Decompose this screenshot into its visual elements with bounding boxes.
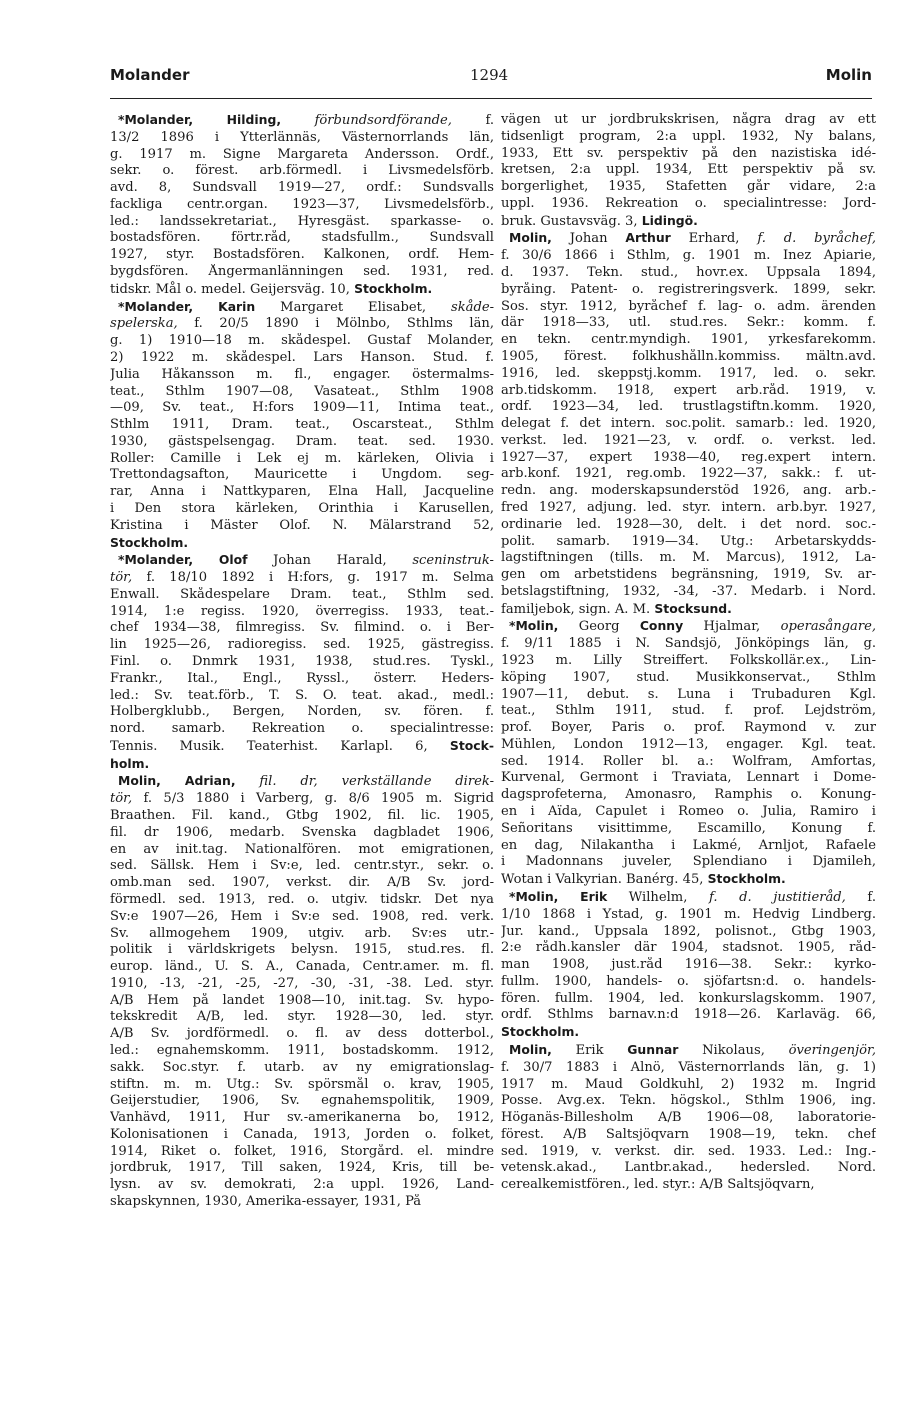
entry-text: köping 1907, stud. Musikkonservat., Sthlm bbox=[501, 669, 876, 685]
entry-name: *Molander, Olof bbox=[118, 552, 248, 568]
entry-text: g. 1917 m. Signe Margareta Andersson. Ordf., bbox=[110, 146, 494, 162]
text-line bbox=[501, 1042, 876, 1060]
entry-text: betslagstiftning, 1932, -34, -37. Medarb. i Nord. bbox=[501, 583, 876, 599]
entry-text: delegat f. det intern. soc.polit. samarb.: led. 1920, bbox=[501, 416, 876, 432]
entry-text: lagstiftningen (tills. m. M. Marcus), 1912, La- bbox=[501, 550, 876, 566]
entry-text: g. 1) 1910—18 m. skådespel. Gustaf Molander, bbox=[110, 333, 494, 349]
entry-name: Molin, bbox=[509, 230, 552, 246]
entry-name: *Molander, Karin bbox=[118, 298, 256, 314]
entry-city: Lidingö. bbox=[641, 212, 698, 228]
entry-text: f. 30/7 1883 i Alnö, Västernorrlands län, g. 1) bbox=[501, 1059, 876, 1075]
entry-name: Conny bbox=[639, 618, 684, 634]
text-line bbox=[110, 892, 494, 909]
entry-text: 1930, gästspelsengag. Dram. teat. sed. 1930. bbox=[110, 433, 494, 449]
entry-text: cerealkemistfören., led. styr.: A/B Saltsjöqvarn, bbox=[501, 1177, 815, 1193]
entry-text: en i Aïda, Capulet i Romeo o. Julia, Ramiro i bbox=[501, 804, 876, 820]
text-line bbox=[110, 959, 494, 976]
text-line bbox=[110, 247, 494, 264]
text-line bbox=[501, 1093, 876, 1110]
entry-text: Señoritans visittimme, Escamillo, Konung f. bbox=[501, 820, 876, 836]
entry-title: spelerska, bbox=[110, 316, 178, 332]
entry-name: Arthur bbox=[625, 230, 671, 246]
text-line bbox=[110, 587, 494, 604]
entry-city: Stockholm. bbox=[501, 1024, 580, 1040]
text-line bbox=[110, 552, 494, 570]
entry-city: Stock- bbox=[449, 737, 494, 753]
entry-text: Erik bbox=[551, 1042, 628, 1058]
entry-text: ordinarie led. 1928—30, delt. i det nord. soc.- bbox=[501, 516, 876, 532]
entry-text: Nikolaus, bbox=[678, 1042, 789, 1058]
entry-text: f. 20/5 1890 i Mölnbo, Sthlms län, bbox=[177, 316, 494, 332]
text-line bbox=[110, 570, 494, 587]
text-line bbox=[501, 416, 876, 433]
text-line bbox=[501, 248, 876, 265]
text-line bbox=[110, 367, 494, 384]
text-line bbox=[110, 197, 494, 214]
text-line bbox=[110, 791, 494, 808]
entry-text: redn. ang. moderskapsunderstöd 1926, ang. arb.- bbox=[501, 483, 876, 499]
entry-text: en dag, Nilakantha i Lakmé, Arnljot, Rafaele bbox=[501, 837, 876, 853]
entry-text: 1923 m. Lilly Streiffert. Folkskollär.ex., Lin- bbox=[501, 653, 876, 668]
text-line bbox=[110, 434, 494, 451]
entry-text: borgerlighet, 1935, Stafetten går vidare, 2:a bbox=[501, 179, 876, 195]
entry-title: f. d. byråchef, bbox=[757, 231, 876, 247]
text-line bbox=[501, 366, 876, 383]
entry-text: tidskr. Mål o. medel. Geijersväg. 10, bbox=[110, 281, 355, 297]
entry-title: skåde- bbox=[450, 299, 494, 315]
entry-text: fil. dr 1906, medarb. Svenska dagbladet 1906, bbox=[110, 824, 494, 840]
entry-text: nord. samarb. Rekreation o. specialintresse: bbox=[110, 721, 494, 737]
text-line bbox=[110, 858, 494, 875]
entry-text: 1905, förest. folkhushålln.kommiss. mältn.avd. bbox=[501, 348, 876, 364]
entry-text: sed. 1914. Roller bl. a.: Wolfram, Amfortas, bbox=[501, 753, 876, 769]
entry-text: Sv. allmogehem 1909, utgiv. arb. Sv:es utr.- bbox=[110, 925, 494, 941]
entry-text: sed. Sällsk. Hem i Sv:e, led. centr.styr., sekr. o. bbox=[110, 858, 494, 874]
text-line bbox=[110, 942, 494, 959]
entry-text: Mühlen, London 1912—13, engager. Kgl. teat. bbox=[501, 736, 876, 752]
text-line bbox=[501, 550, 876, 567]
text-line bbox=[501, 534, 876, 551]
entry-text: Höganäs-Billesholm A/B 1906—08, laboratorie- bbox=[501, 1110, 876, 1126]
entry-name: *Molin, bbox=[509, 618, 559, 634]
text-line bbox=[110, 976, 494, 993]
text-line bbox=[110, 501, 494, 518]
entry-title: operasångare, bbox=[780, 619, 876, 635]
entry-text: Johan Harald, bbox=[247, 553, 413, 569]
entry-text: sed. 1919, v. verkst. dir. sed. 1933. Led.: Ing.- bbox=[501, 1143, 876, 1159]
page-number: 1294 bbox=[470, 66, 509, 84]
text-line bbox=[501, 907, 876, 924]
text-line bbox=[501, 754, 876, 771]
entry-text: sekr. o. förest. arb.förmedl. i Livsmedelsförb. bbox=[110, 163, 494, 179]
text-line bbox=[501, 601, 876, 619]
entry-text: led.: landssekretariat., Hyresgäst. sparkasse- o. bbox=[110, 213, 494, 229]
entry-text: bostadsfören. förtr.råd, stadsfullm., Sundsvall bbox=[110, 230, 494, 246]
entry-text: f. 18/10 1892 i H:fors, g. 1917 m. Selma bbox=[132, 570, 494, 586]
text-line bbox=[501, 399, 876, 416]
entry-text: skapskynnen, 1930, Amerika-essayer, 1931, På bbox=[110, 1194, 422, 1209]
text-line bbox=[501, 1127, 876, 1144]
entry-text: 1910, -13, -21, -25, -27, -30, -31, -38. Led. styr. bbox=[110, 975, 494, 991]
text-line bbox=[110, 130, 494, 147]
entry-text: Frankr., Ital., Engl., Ryssl., österr. Heders- bbox=[110, 670, 494, 686]
entry-text: rar, Anna i Nattkyparen, Elna Hall, Jacqueline bbox=[110, 484, 494, 500]
text-line bbox=[501, 483, 876, 500]
text-line bbox=[501, 162, 876, 179]
text-line bbox=[501, 804, 876, 821]
entry-text: Margaret Elisabet, bbox=[255, 299, 451, 315]
text-line bbox=[501, 1024, 876, 1042]
entry-title: tör, bbox=[110, 570, 133, 586]
text-line bbox=[110, 688, 494, 705]
entry-text: f. bbox=[845, 889, 876, 905]
text-line bbox=[110, 926, 494, 943]
entry-text: 1927, styr. Bostadsfören. Kalkonen, ordf. Hem- bbox=[110, 247, 494, 263]
text-line bbox=[110, 281, 494, 299]
text-line bbox=[110, 773, 494, 791]
entry-text: led.: Sv. teat.förb., T. S. O. teat. akad., medl.: bbox=[110, 687, 494, 703]
text-line bbox=[110, 163, 494, 180]
entry-city: Stockholm. bbox=[354, 280, 433, 296]
entry-name: Molin, bbox=[509, 1041, 552, 1057]
entry-title: fil. dr, verkställande direk- bbox=[235, 774, 494, 790]
entry-text: tidsenligt program, 2:a uppl. 1932, Ny balans, bbox=[501, 128, 876, 144]
entry-text: europ. länd., U. S. A., Canada, Centr.amer. m. fl. bbox=[110, 959, 494, 975]
text-line bbox=[501, 433, 876, 450]
entry-city: Stockholm. bbox=[110, 534, 189, 550]
entry-text: f. 30/6 1866 i Sthlm, g. 1901 m. Inez Apiarie, bbox=[501, 248, 876, 264]
text-line bbox=[501, 299, 876, 316]
entry-text: teat., Sthlm 1907—08, Vasateat., Sthlm 1908 bbox=[110, 383, 494, 399]
text-line bbox=[501, 332, 876, 349]
text-line bbox=[110, 147, 494, 164]
text-line bbox=[501, 584, 876, 601]
text-line bbox=[501, 1160, 876, 1177]
entry-city: Stocksund. bbox=[654, 600, 732, 616]
entry-text: led.: egnahemskomm. 1911, bostadskomm. 1912, bbox=[110, 1042, 494, 1058]
text-line bbox=[501, 889, 876, 907]
entry-title: f. d. justitieråd, bbox=[709, 889, 846, 905]
entry-text: 2:e rådh.kansler där 1904, stadsnot. 1905, råd- bbox=[501, 940, 876, 956]
entry-text: Finl. o. Dnmrk 1931, 1938, stud.res. Tyskl., bbox=[110, 654, 494, 669]
entry-text: Trettondagsafton, Mauricette i Ungdom. seg- bbox=[110, 467, 494, 483]
entry-text: Posse. Avg.ex. Tekn. högskol., Sthlm 1906, ing. bbox=[501, 1093, 876, 1109]
text-line bbox=[110, 230, 494, 247]
entry-text: f. 9/11 1885 i N. Sandsjö, Jönköpings län, g. bbox=[501, 636, 876, 652]
entry-text: fullm. 1900, handels- o. sjöfartsn:d. o. handels- bbox=[501, 973, 876, 989]
entry-text: Enwall. Skådespelare Dram. teat., Sthlm sed. bbox=[110, 586, 494, 602]
entry-text: vetensk.akad., Lantbr.akad., hedersled. Nord. bbox=[501, 1160, 876, 1176]
text-line bbox=[501, 500, 876, 517]
entry-text: Geijerstudier, 1906, Sv. egnahemspolitik, 1909, bbox=[110, 1093, 494, 1109]
entry-text: i Den stora kärleken, Orinthia i Karusellen, bbox=[110, 500, 494, 516]
entry-text: Julia Håkansson m. fl., engager. östermalms- bbox=[110, 366, 494, 382]
entry-text: bygdsfören. Ångermanlänningen sed. 1931, red. bbox=[110, 264, 494, 280]
entry-name: Gunnar bbox=[627, 1041, 679, 1057]
text-line bbox=[501, 838, 876, 855]
text-line bbox=[501, 653, 876, 670]
entry-city: holm. bbox=[110, 755, 150, 771]
text-line bbox=[110, 535, 494, 553]
text-line bbox=[501, 383, 876, 400]
text-line bbox=[110, 1160, 494, 1177]
entry-name: *Molander, Hilding, bbox=[118, 112, 282, 127]
entry-text: en tekn. centr.myndigh. 1901, yrkesfarekomm. bbox=[501, 332, 876, 348]
entry-text: sakk. Soc.styr. f. utarb. av ny emigrationslag- bbox=[110, 1059, 494, 1075]
entry-text: 1916, led. skeppstj.komm. 1917, led. o. sekr. bbox=[501, 365, 876, 381]
entry-text: där 1918—33, utl. stud.res. Sekr.: komm. f. bbox=[501, 315, 876, 331]
entry-text: teat., Sthlm 1911, stud. f. prof. Lejdström, bbox=[501, 703, 876, 719]
entry-text: f. 5/3 1880 i Varberg, g. 8/6 1905 m. Sigrid bbox=[132, 791, 494, 807]
entry-text: Hjalmar, bbox=[683, 619, 781, 635]
entry-text: chef 1934—38, filmregiss. Sv. filmind. o. i Ber- bbox=[110, 620, 494, 636]
entry-text: 2) 1922 m. skådespel. Lars Hanson. Stud. f. bbox=[110, 349, 494, 365]
entry-text: man 1908, just.råd 1916—38. Sekr.: kyrko- bbox=[501, 957, 876, 973]
text-line bbox=[501, 450, 876, 467]
text-line bbox=[501, 1110, 876, 1127]
text-line bbox=[501, 924, 876, 941]
text-line bbox=[110, 467, 494, 484]
entry-text: 1933, Ett sv. perspektiv på den nazistiska idé- bbox=[501, 145, 876, 161]
entry-name: *Molin, Erik bbox=[509, 888, 608, 904]
entry-text: ordf. 1923—34, led. trustlagstiftn.komm. 1920, bbox=[501, 399, 876, 415]
text-line bbox=[501, 1007, 876, 1024]
header-right-keyword: Molin bbox=[825, 66, 872, 84]
text-line bbox=[110, 518, 494, 535]
entry-text: ordf. Sthlms barnav.n:d 1918—26. Karlaväg. 66, bbox=[501, 1007, 876, 1023]
text-line bbox=[110, 264, 494, 281]
entry-title: förbundsordförande, bbox=[281, 113, 452, 128]
text-line bbox=[501, 770, 876, 787]
entry-text: —09, Sv. teat., H:fors 1909—11, Intima teat., bbox=[110, 400, 494, 416]
text-line bbox=[501, 265, 876, 282]
entry-text: lysn. av sv. demokrati, 2:a uppl. 1926, Land- bbox=[110, 1177, 494, 1193]
entry-text: vägen ut ur jordbrukskrisen, några drag av ett bbox=[501, 112, 876, 127]
entry-text: Sthlm 1911, Dram. teat., Oscarsteat., Sthlm bbox=[110, 417, 494, 433]
entry-text: fred 1927, adjung. led. styr. intern. arb.byr. 1927, bbox=[501, 499, 876, 515]
text-line bbox=[501, 517, 876, 534]
entry-title: överingenjör, bbox=[788, 1042, 876, 1058]
entry-text: omb.man sed. 1907, verkst. dir. A/B Sv. jord- bbox=[110, 875, 494, 891]
text-line bbox=[110, 1127, 494, 1144]
text-line bbox=[110, 825, 494, 842]
entry-text: arb.tidskomm. 1918, expert arb.råd. 1919, v. bbox=[501, 382, 876, 398]
entry-text: politik i världskrigets belysn. 1915, stud.res. fl. bbox=[110, 942, 494, 958]
text-line bbox=[501, 636, 876, 653]
text-line bbox=[110, 721, 494, 738]
entry-text: Jur. kand., Uppsala 1892, polisnot., Gtbg 1903, bbox=[501, 923, 876, 939]
text-line bbox=[501, 957, 876, 974]
entry-text: uppl. 1936. Rekreation o. specialintresse: Jord- bbox=[501, 195, 876, 211]
text-line bbox=[110, 808, 494, 825]
text-line bbox=[501, 787, 876, 804]
text-line bbox=[110, 316, 494, 333]
entry-text: 13/2 1896 i Ytterlännäs, Västernorrlands län, bbox=[110, 129, 494, 145]
text-line bbox=[110, 384, 494, 401]
text-line bbox=[110, 180, 494, 197]
text-line bbox=[110, 909, 494, 926]
text-line bbox=[501, 821, 876, 838]
text-line bbox=[110, 671, 494, 688]
entry-text: f. bbox=[451, 113, 494, 128]
text-line bbox=[501, 1077, 876, 1094]
entry-title: tör, bbox=[110, 791, 133, 807]
text-line bbox=[501, 737, 876, 754]
entry-text: i Madonnans juveler, Splendiano i Djamileh, bbox=[501, 854, 876, 870]
text-line bbox=[110, 620, 494, 637]
text-line bbox=[110, 842, 494, 859]
text-line bbox=[501, 854, 876, 871]
text-line bbox=[110, 738, 494, 756]
text-line bbox=[110, 1077, 494, 1094]
entry-text: förmedl. sed. 1913, red. o. utgiv. tidskr. Det nya bbox=[110, 891, 494, 907]
text-line bbox=[110, 214, 494, 231]
text-line bbox=[110, 654, 494, 671]
entry-name: Molin, Adrian, bbox=[118, 773, 236, 789]
entry-text: prof. Boyer, Paris o. prof. Raymond v. zur bbox=[501, 720, 876, 736]
entry-text: arb.konf. 1921, reg.omb. 1922—37, sakk.: f. ut- bbox=[501, 466, 876, 482]
entry-text: en av init.tag. Nationalfören. mot emigrationen, bbox=[110, 841, 494, 857]
text-line bbox=[501, 196, 876, 213]
entry-text: Holbergklubb., Bergen, Norden, sv. fören. f. bbox=[110, 704, 494, 720]
text-line bbox=[110, 875, 494, 892]
entry-text: Sos. styr. 1912, byråchef f. lag- o. adm. ärenden bbox=[501, 298, 876, 314]
entry-text: jordbruk, 1917, Till saken, 1924, Kris, till be- bbox=[110, 1160, 494, 1176]
text-line bbox=[501, 871, 876, 889]
text-line bbox=[501, 1144, 876, 1161]
text-line bbox=[110, 451, 494, 468]
text-line bbox=[501, 687, 876, 704]
entry-text: tekskredit A/B, led. styr. 1928—30, led. styr. bbox=[110, 1009, 494, 1025]
entry-text: Braathen. Fil. kand., Gtbg 1902, fil. lic. 1905, bbox=[110, 808, 494, 824]
entry-text: 1907—11, debut. s. Luna i Trubaduren Kgl. bbox=[501, 686, 876, 702]
text-line bbox=[501, 466, 876, 483]
entry-text: Kurvenal, Germont i Traviata, Lennart i Dome- bbox=[501, 770, 876, 786]
text-line bbox=[501, 213, 876, 231]
entry-text: 1/10 1868 i Ystad, g. 1901 m. Hedvig Lindberg. bbox=[501, 906, 876, 922]
text-line bbox=[501, 315, 876, 332]
entry-text: avd. 8, Sundsvall 1919—27, ordf.: Sundsvalls bbox=[110, 180, 494, 196]
entry-text: Kolonisationen i Canada, 1913, Jorden o. folket, bbox=[110, 1126, 494, 1142]
entry-text: fackliga centr.organ. 1923—37, Livsmedelsförb., bbox=[110, 196, 494, 212]
entry-text: Kristina i Mäster Olof. N. Mälarstrand 52, bbox=[110, 517, 494, 533]
entry-text: A/B Hem på landet 1908—10, init.tag. Sv. hypo- bbox=[110, 992, 494, 1008]
text-line bbox=[110, 1194, 494, 1211]
text-line bbox=[501, 618, 876, 636]
entry-title: sceninstruk- bbox=[412, 553, 494, 569]
entry-text: 1917 m. Maud Goldkuhl, 2) 1932 m. Ingrid bbox=[501, 1076, 876, 1092]
entry-text: verkst. led. 1921—23, v. ordf. o. verkst. led. bbox=[501, 432, 876, 448]
text-line bbox=[110, 637, 494, 654]
entry-text: Sv:e 1907—26, Hem i Sv:e sed. 1908, red. verk. bbox=[110, 908, 494, 924]
entry-text: förest. A/B Saltsjöqvarn 1908—19, tekn. chef bbox=[501, 1126, 876, 1142]
entry-text: fören. fullm. 1904, led. konkurslagskomm. 1907, bbox=[501, 990, 876, 1006]
text-line bbox=[110, 1093, 494, 1110]
text-line bbox=[110, 299, 494, 317]
text-line bbox=[110, 1144, 494, 1161]
entry-text: Roller: Camille i Lek ej m. kärleken, Olivia i bbox=[110, 450, 494, 466]
entry-text: Tennis. Musik. Teaterhist. Karlapl. 6, bbox=[110, 738, 450, 754]
entry-text: lin 1925—26, radioregiss. sed. 1925, gästregiss. bbox=[110, 637, 494, 653]
text-line bbox=[110, 756, 494, 774]
entry-text: 1914, 1:e regiss. 1920, överregiss. 1933, teat.- bbox=[110, 603, 494, 619]
text-line bbox=[501, 991, 876, 1008]
header-rule bbox=[110, 98, 872, 99]
entry-text: Georg bbox=[558, 619, 640, 635]
text-line bbox=[110, 417, 494, 434]
text-line bbox=[110, 400, 494, 417]
text-line bbox=[501, 567, 876, 584]
entry-text: Erhard, bbox=[670, 231, 758, 247]
entry-text: 1914, Riket o. folket, 1916, Storgård. el. mindre bbox=[110, 1143, 494, 1159]
entry-text: Vanhävd, 1911, Hur sv.-amerikanerna bo, 1912, bbox=[110, 1110, 494, 1126]
entry-text: familjebok, sign. A. M. bbox=[501, 601, 655, 617]
text-line bbox=[501, 703, 876, 720]
text-line bbox=[110, 333, 494, 350]
text-line bbox=[110, 993, 494, 1010]
text-line bbox=[501, 1060, 876, 1077]
entry-text: Johan bbox=[551, 231, 626, 247]
text-line bbox=[501, 179, 876, 196]
text-line bbox=[501, 349, 876, 366]
text-line bbox=[501, 129, 876, 146]
text-line bbox=[501, 230, 876, 248]
text-line bbox=[110, 484, 494, 501]
entry-text: byråing. Patent- o. registreringsverk. 1899, sekr. bbox=[501, 281, 876, 297]
text-line bbox=[110, 1043, 494, 1060]
entry-text: Wilhelm, bbox=[607, 889, 709, 905]
running-header bbox=[110, 66, 872, 92]
text-line bbox=[110, 112, 494, 130]
text-line bbox=[110, 1026, 494, 1043]
text-line bbox=[110, 350, 494, 367]
text-line bbox=[501, 720, 876, 737]
text-line bbox=[110, 1060, 494, 1077]
text-line bbox=[110, 1177, 494, 1194]
text-line bbox=[110, 1009, 494, 1026]
text-line bbox=[501, 282, 876, 299]
text-line bbox=[501, 940, 876, 957]
entry-text: Wotan i Valkyrian. Banérg. 45, bbox=[501, 872, 708, 888]
entry-text: dagsprofeterna, Amonasro, Ramphis o. Konung- bbox=[501, 787, 876, 803]
entry-city: Stockholm. bbox=[707, 871, 786, 887]
entry-text: bruk. Gustavsväg. 3, bbox=[501, 213, 642, 229]
header-left-keyword: Molander bbox=[110, 66, 190, 84]
entry-text: stiftn. m. m. Utg.: Sv. spörsmål o. krav, 1905, bbox=[110, 1076, 494, 1092]
text-line bbox=[501, 1177, 876, 1194]
text-line bbox=[110, 1110, 494, 1127]
text-line bbox=[501, 112, 876, 129]
entry-text: d. 1937. Tekn. stud., hovr.ex. Uppsala 1894, bbox=[501, 265, 876, 281]
text-line bbox=[501, 670, 876, 687]
entry-text: A/B Sv. jordförmedl. o. fl. av dess dotterbol., bbox=[110, 1026, 494, 1042]
entry-text: gen om arbetstidens begränsning, 1919, Sv. ar- bbox=[501, 567, 876, 583]
text-line bbox=[110, 604, 494, 621]
text-line bbox=[501, 974, 876, 991]
text-line bbox=[110, 704, 494, 721]
text-line bbox=[501, 146, 876, 163]
left-column bbox=[110, 112, 494, 1211]
right-column bbox=[501, 112, 876, 1194]
entry-text: polit. samarb. 1919—34. Utg.: Arbetarskydds- bbox=[501, 533, 876, 549]
entry-text: kretsen, 2:a uppl. 1934, Ett perspektiv på sv. bbox=[501, 162, 876, 178]
entry-text: 1927—37, expert 1938—40, reg.expert intern. bbox=[501, 449, 876, 465]
